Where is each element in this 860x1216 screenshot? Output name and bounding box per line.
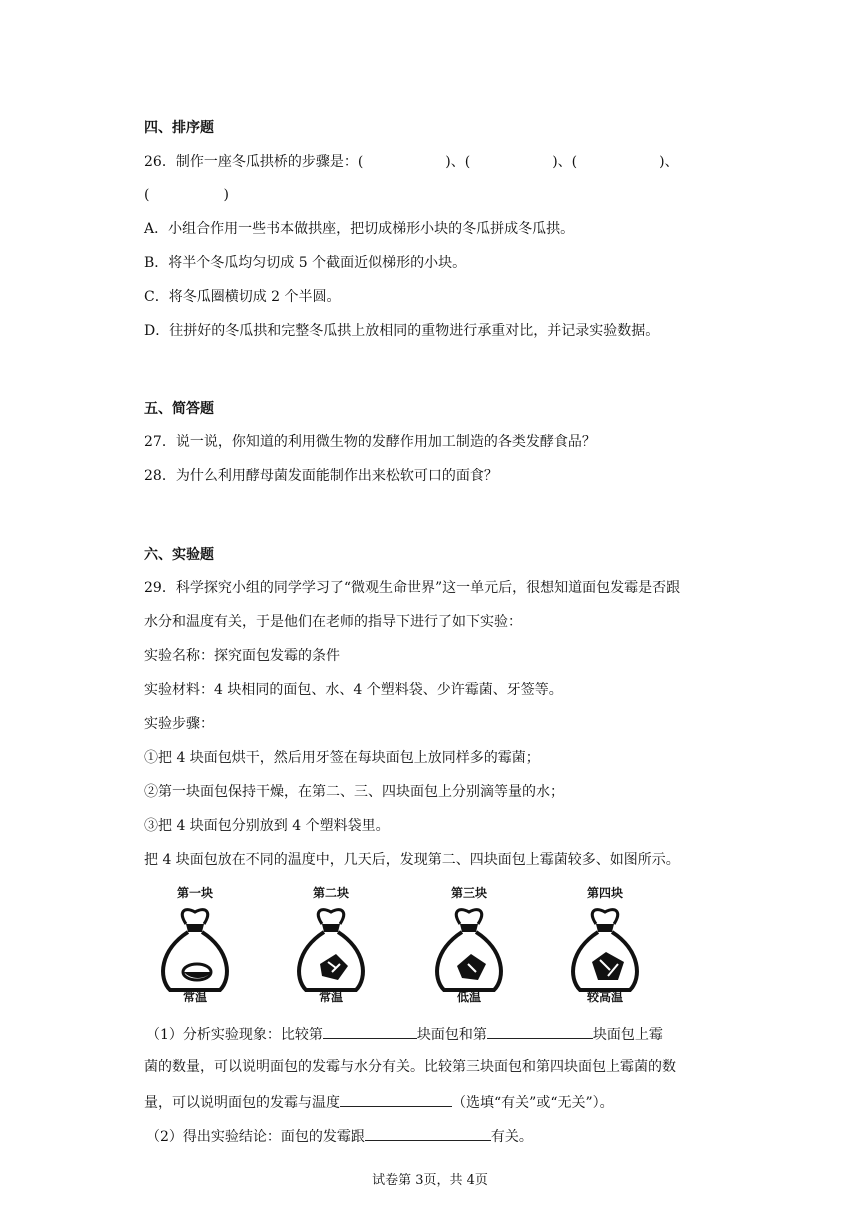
q26-sep-3: )、 <box>659 154 679 170</box>
section-heading-experiment: 六、实验题 <box>144 547 214 563</box>
question-27: 27．说一说，你知道的利用微生物的发酵作用加工制造的各类发酵食品？ <box>144 434 596 450</box>
question-28: 28．为什么利用酵母菌发面能制作出来松软可口的面食？ <box>144 468 498 484</box>
sub-question-1-line2: 菌的数量，可以说明面包的发霉与水分有关。比较第三块面包和第四块面包上霉菌的数 <box>144 1059 676 1075</box>
bag-item-4 <box>560 884 650 1008</box>
sub-question-2 <box>146 1125 533 1147</box>
question-29-line2: 水分和温度有关，于是他们在老师的指导下进行了如下实验： <box>144 614 522 630</box>
experiment-name: 实验名称：探究面包发霉的条件 <box>144 648 340 664</box>
sub-question-1-line1 <box>146 1023 663 1045</box>
bag-item-2 <box>286 884 376 1008</box>
bag-icon-1 <box>150 902 240 998</box>
bag-item-1 <box>150 884 240 1008</box>
bag-title-4: 第四块 <box>586 886 623 900</box>
bag-temp-4: 较高温 <box>586 990 623 1004</box>
sub1-blank-3[interactable] <box>340 1091 452 1107</box>
sub1-blank-1[interactable] <box>323 1023 417 1039</box>
experiment-observation: 把 4 块面包放在不同的温度中，几天后，发现第二、四块面包上霉菌较多、如图所示。 <box>144 852 680 868</box>
bread-bags-figure <box>150 884 650 1008</box>
experiment-step-3: ③把 4 块面包分别放到 4 个塑料袋里。 <box>144 818 390 834</box>
page-footer: 试卷第 3页，共 4页 <box>372 1173 488 1188</box>
bag-title-2: 第二块 <box>312 886 349 900</box>
q26-sep-2: )、( <box>552 154 578 170</box>
sub2-text-a: （2）得出实验结论：面包的发霉跟 <box>146 1129 365 1145</box>
question-26 <box>144 152 679 172</box>
sub1-text-b: 块面包和第 <box>416 1027 487 1043</box>
q26-sep-1: )、( <box>445 154 471 170</box>
experiment-materials: 实验材料：4 块相同的面包、水、4 个塑料袋、少许霉菌、牙签等。 <box>144 682 563 698</box>
bag-title-1: 第一块 <box>176 886 213 900</box>
sub2-blank-1[interactable] <box>365 1125 491 1141</box>
bag-temp-3: 低温 <box>456 990 481 1004</box>
option-b: B．将半个冬瓜均匀切成 5 个截面近似梯形的小块。 <box>144 255 467 271</box>
option-a: A．小组合作用一些书本做拱座，把切成梯形小块的冬瓜拼成冬瓜拱。 <box>144 221 575 237</box>
bag-temp-2: 常温 <box>318 990 343 1004</box>
bag-item-3 <box>424 884 514 1008</box>
sub2-text-b: 有关。 <box>490 1129 533 1145</box>
q26-close-paren: ) <box>223 187 229 203</box>
sub-question-1-line3 <box>144 1091 614 1113</box>
option-c: C．将冬瓜圈横切成 2 个半圆。 <box>144 289 341 305</box>
experiment-step-1: ①把 4 块面包烘干，然后用牙签在每块面包上放同样多的霉菌； <box>144 750 540 766</box>
question-26-line2 <box>144 185 229 205</box>
sub1-text-line3a: 量，可以说明面包的发霉与温度 <box>144 1095 340 1111</box>
experiment-step-2: ②第一块面包保持干燥，在第二、三、四块面包上分别滴等量的水； <box>144 784 564 800</box>
section-heading-short: 五、简答题 <box>144 401 214 417</box>
experiment-steps-title: 实验步骤： <box>144 716 214 732</box>
bag-title-3: 第三块 <box>450 886 487 900</box>
option-d: D．往拼好的冬瓜拱和完整冬瓜拱上放相同的重物进行承重对比，并记录实验数据。 <box>144 323 660 339</box>
bag-icon-2 <box>286 902 376 998</box>
bag-icon-3 <box>424 902 514 998</box>
section-heading-sort: 四、排序题 <box>144 120 214 136</box>
q26-open-paren: ( <box>144 187 150 203</box>
sub1-text-c: 块面包上霉 <box>592 1027 663 1043</box>
sub1-text-line3b: （选填“有关”或“无关”）。 <box>452 1095 614 1111</box>
sub1-blank-2[interactable] <box>487 1023 593 1039</box>
question-29-line1: 29．科学探究小组的同学学习了“微观生命世界”这一单元后，很想知道面包发霉是否跟 <box>144 580 681 596</box>
sub1-text-a: （1）分析实验现象：比较第 <box>146 1027 323 1043</box>
bag-icon-4 <box>560 902 650 998</box>
bag-temp-1: 常温 <box>182 990 207 1004</box>
q26-stem: 26．制作一座冬瓜拱桥的步骤是：( <box>144 154 364 170</box>
